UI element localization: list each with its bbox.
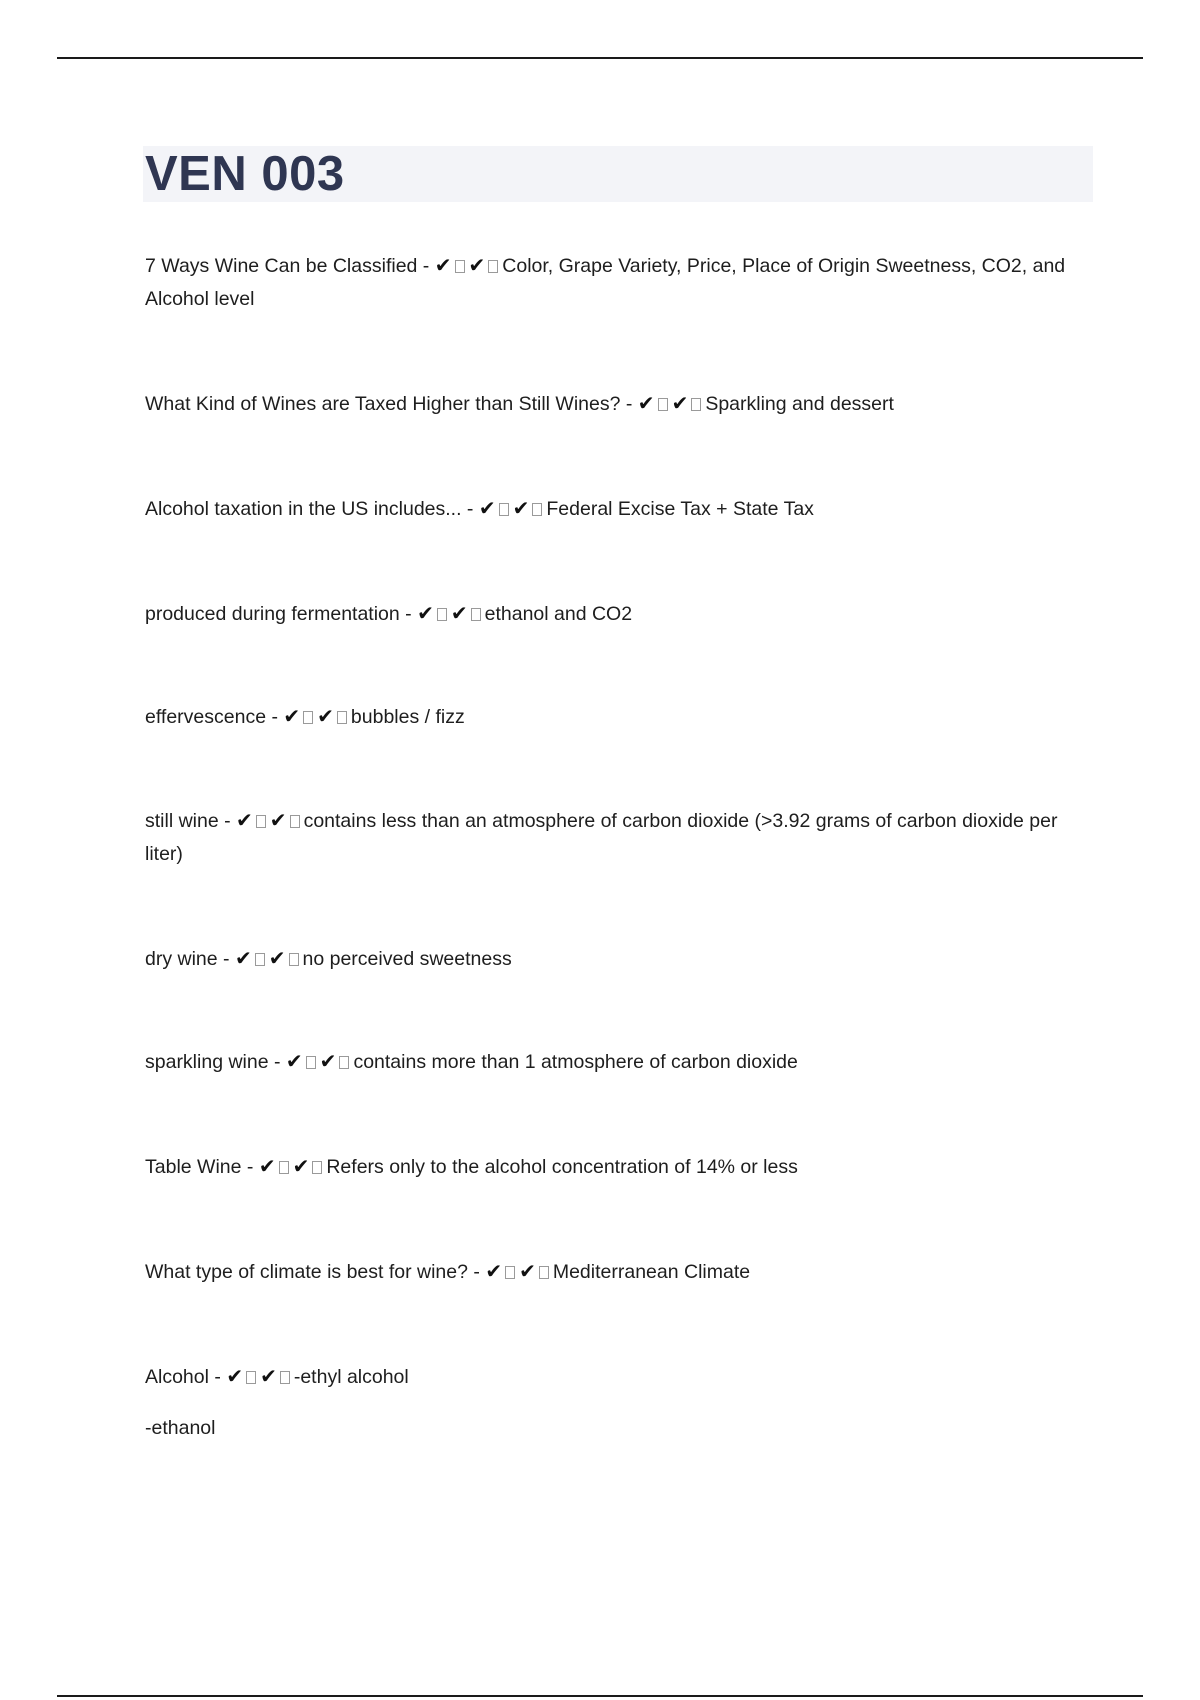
entry-continuation: -ethanol — [145, 1417, 216, 1439]
box-icon — [455, 260, 465, 273]
checkmark-icon: ✔ — [285, 1049, 303, 1073]
box-icon — [279, 1161, 289, 1174]
box-icon — [289, 953, 299, 966]
entry-separator: - — [266, 706, 284, 728]
checkmark-icon: ✔ — [317, 704, 334, 728]
check-marks — [435, 255, 503, 277]
entry-answer: Sparkling and dessert — [705, 393, 894, 415]
entry — [145, 492, 1095, 526]
entry-separator: - — [620, 393, 638, 415]
entry-answer: -ethyl alcohol — [293, 1366, 409, 1388]
box-icon — [471, 608, 481, 621]
box-icon — [337, 711, 347, 724]
box-icon — [312, 1161, 322, 1174]
box-icon — [532, 503, 542, 516]
check-marks — [286, 1051, 354, 1073]
box-icon — [691, 398, 701, 411]
checkmark-icon: ✔ — [234, 946, 252, 970]
checkmark-icon: ✔ — [292, 1154, 310, 1178]
checkmark-icon: ✔ — [468, 253, 486, 277]
box-icon — [437, 608, 447, 621]
entry — [145, 1360, 1095, 1394]
box-icon — [255, 953, 265, 966]
entry — [145, 1045, 1095, 1079]
checkmark-icon: ✔ — [519, 1259, 536, 1283]
box-icon — [256, 815, 266, 828]
entry — [145, 942, 1095, 976]
checkmark-icon: ✔ — [319, 1049, 337, 1073]
entry-separator: - — [218, 810, 237, 832]
checkmark-icon: ✔ — [637, 391, 655, 415]
entry-separator: - — [417, 255, 435, 277]
entry — [145, 597, 1095, 631]
entry-question: produced during fermentation — [145, 603, 400, 625]
check-marks — [479, 498, 547, 520]
bottom-rule — [57, 1695, 1143, 1697]
entry-separator: - — [268, 1051, 286, 1073]
box-icon — [339, 1056, 349, 1069]
box-icon — [290, 815, 300, 828]
checkmark-icon: ✔ — [450, 601, 468, 625]
check-marks — [417, 603, 485, 625]
box-icon — [539, 1266, 549, 1279]
checkmark-icon: ✔ — [258, 1154, 276, 1178]
checkmark-icon: ✔ — [260, 1364, 277, 1388]
entry-question: 7 Ways Wine Can be Classified — [145, 255, 418, 277]
entry-question: Alcohol — [145, 1366, 209, 1388]
box-icon — [658, 398, 668, 411]
page-title: VEN 003 — [145, 147, 345, 201]
entry-question: dry wine — [145, 948, 218, 970]
entry-answer: no perceived sweetness — [302, 948, 512, 970]
check-marks — [485, 1261, 553, 1283]
check-marks — [283, 706, 351, 728]
check-marks — [235, 948, 303, 970]
entry-question: What Kind of Wines are Taxed Higher than Still Wines? — [145, 393, 621, 415]
box-icon — [505, 1266, 515, 1279]
entry-question: sparkling wine — [145, 1051, 269, 1073]
entry-separator: - — [399, 603, 418, 625]
entry — [145, 804, 1095, 871]
checkmark-icon: ✔ — [283, 704, 301, 728]
box-icon — [303, 711, 313, 724]
check-marks — [638, 393, 706, 415]
entry-separator: - — [208, 1366, 227, 1388]
checkmark-icon: ✔ — [434, 253, 452, 277]
checkmark-icon: ✔ — [485, 1259, 503, 1283]
checkmark-icon: ✔ — [268, 946, 286, 970]
checkmark-icon: ✔ — [671, 391, 689, 415]
checkmark-icon: ✔ — [478, 496, 496, 520]
entry-question: effervescence — [145, 706, 267, 728]
entry-answer: Mediterranean Climate — [552, 1261, 751, 1283]
box-icon — [306, 1056, 316, 1069]
entry — [145, 1255, 1095, 1289]
checkmark-icon: ✔ — [512, 496, 530, 520]
entry-question: still wine — [145, 810, 219, 832]
entry-answer: Federal Excise Tax + State Tax — [546, 498, 814, 520]
entry-question: What type of climate is best for wine? — [145, 1261, 468, 1283]
entry-answer: bubbles / fizz — [350, 706, 465, 728]
box-icon — [499, 503, 509, 516]
entry-answer: Color, Grape Variety, Price, Place of Origin Sweetness, CO2, and Alcohol level — [145, 255, 1066, 310]
entry-answer: contains more than 1 atmosphere of carbon dioxide — [353, 1051, 798, 1073]
entry-separator: - — [217, 948, 235, 970]
entry-separator: - — [467, 1261, 486, 1283]
check-marks — [259, 1156, 327, 1178]
checkmark-icon: ✔ — [236, 808, 253, 832]
check-marks — [236, 810, 304, 832]
checkmark-icon: ✔ — [417, 601, 434, 625]
checkmark-icon: ✔ — [226, 1364, 244, 1388]
entry — [145, 249, 1095, 316]
entry-answer: ethanol and CO2 — [484, 603, 633, 625]
check-marks — [226, 1366, 294, 1388]
box-icon — [488, 260, 498, 273]
entry — [145, 700, 1095, 734]
entry-separator: - — [461, 498, 479, 520]
entry-answer: contains less than an atmosphere of carbon dioxide (>3.92 grams of carbon dioxide per liter) — [145, 810, 1058, 865]
entry — [145, 1150, 1095, 1184]
box-icon — [246, 1371, 256, 1384]
entry-question: Alcohol taxation in the US includes... — [145, 498, 462, 520]
box-icon — [280, 1371, 290, 1384]
checkmark-icon: ✔ — [269, 808, 287, 832]
entry-separator: - — [241, 1156, 259, 1178]
entry — [145, 387, 1095, 421]
top-rule — [57, 57, 1143, 59]
entry-answer: Refers only to the alcohol concentration of 14% or less — [326, 1156, 798, 1178]
entry-question: Table Wine — [145, 1156, 242, 1178]
